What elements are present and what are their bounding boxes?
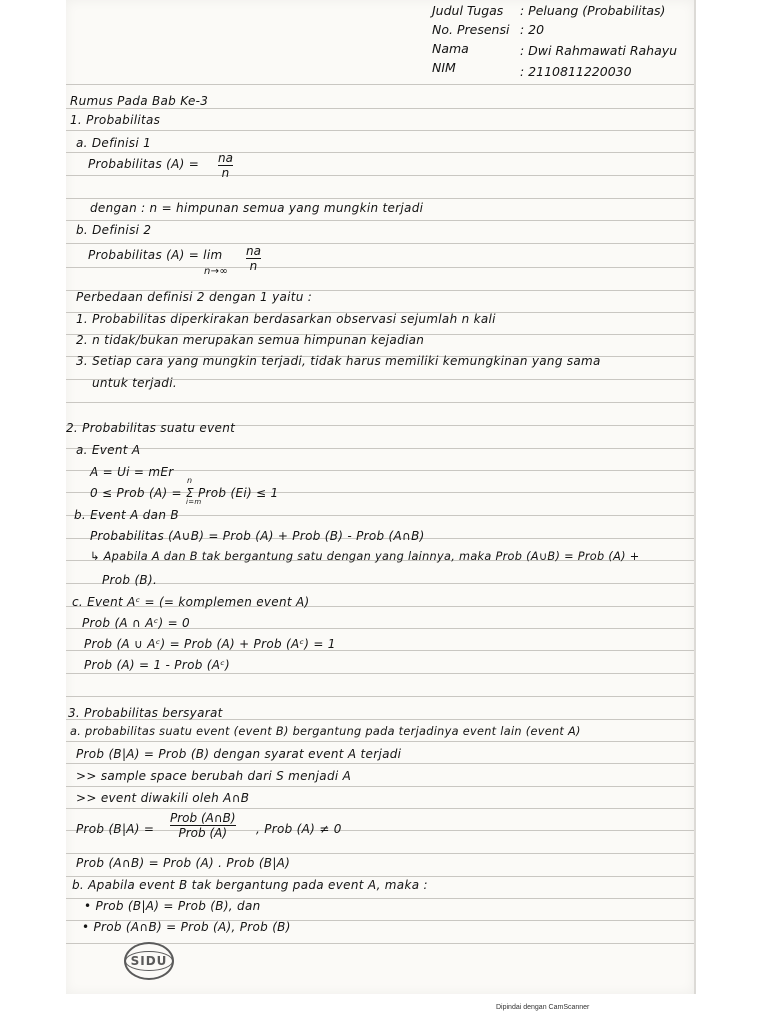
nim-value: : 2110811220030 <box>520 64 632 79</box>
notebook-brand-logo <box>124 942 174 980</box>
judul-value: : Peluang (Probabilitas) <box>520 3 666 18</box>
event-ab-heading: b. Event A dan B <box>74 508 179 522</box>
nama-value: : Dwi Rahmawati Rahayu <box>520 43 678 58</box>
ruled-line <box>66 84 694 85</box>
sum-lower: i=m <box>186 498 202 506</box>
event-a-formula: A = Ui = mEr <box>90 465 174 479</box>
independent-note: ↳ Apabila A dan B tak bergantung satu dengan yang lainnya, maka Prob (A∪B) = Prob (A) + <box>90 550 640 563</box>
fraction-denominator: Prob (A) <box>178 826 228 840</box>
ruled-line <box>66 808 694 809</box>
ruled-line <box>66 130 694 131</box>
fraction-denominator: n <box>249 259 258 273</box>
complement-union: Prob (A ∪ Aᶜ) = Prob (A) + Prob (Aᶜ) = 1 <box>84 637 336 651</box>
scanner-watermark: Dipindai dengan CamScanner <box>496 1004 590 1011</box>
sum-upper: n <box>187 476 193 485</box>
ruled-line <box>66 243 694 244</box>
ruled-line <box>66 763 694 764</box>
ruled-line <box>66 267 694 268</box>
ruled-line <box>66 152 694 153</box>
fraction-numerator: na <box>218 151 233 165</box>
section-3-heading: 3. Probabilitas bersyarat <box>68 706 223 720</box>
ruled-line <box>66 175 694 176</box>
ruled-line <box>66 108 694 109</box>
independent-heading: b. Apabila event B tak bergantung pada event A, maka : <box>72 878 428 892</box>
ruled-line <box>66 583 694 584</box>
ruled-line <box>66 853 694 854</box>
definition-1-heading: a. Definisi 1 <box>76 136 152 150</box>
definition-1-note: dengan : n = himpunan semua yang mungkin terjadi <box>90 201 424 215</box>
definition-2-formula: Probabilitas (A) = lim <box>88 248 223 262</box>
nama-label: Nama <box>432 41 469 56</box>
definition-2-heading: b. Definisi 2 <box>76 223 152 237</box>
fraction-denominator: n <box>221 166 230 180</box>
difference-heading: Perbedaan definisi 2 dengan 1 yaitu : <box>76 290 313 304</box>
logo-text: SIDU <box>125 951 174 971</box>
difference-item-2: 2. n tidak/bukan merupakan semua himpunan kejadian <box>76 333 425 347</box>
independent-item-1: • Prob (B|A) = Prob (B), dan <box>84 899 261 913</box>
ruled-line <box>66 448 694 449</box>
ruled-line <box>66 198 694 199</box>
event-a-probability-range: 0 ≤ Prob (A) = Σ Prob (Ei) ≤ 1 <box>90 486 279 500</box>
ruled-line <box>66 786 694 787</box>
fraction-numerator: Prob (A∩B) <box>170 811 236 825</box>
difference-item-1: 1. Probabilitas diperkirakan berdasarkan observasi sejumlah n kali <box>76 312 496 326</box>
presensi-value: : 20 <box>520 22 545 37</box>
conditional-definition: a. probabilitas suatu event (event B) bergantung pada terjadinya event lain (event A) <box>70 725 581 738</box>
event-represented-note: >> event diwakili oleh A∩B <box>76 791 250 805</box>
ruled-line <box>66 741 694 742</box>
difference-item-3: 3. Setiap cara yang mungkin terjadi, tidak harus memiliki kemungkinan yang sama <box>76 354 601 368</box>
complement-heading: c. Event Aᶜ = (= komplemen event A) <box>72 595 310 609</box>
multiplication-rule: Prob (A∩B) = Prob (A) . Prob (B|A) <box>76 856 291 870</box>
definition-1-formula: Probabilitas (A) = <box>88 157 200 171</box>
independent-item-2: • Prob (A∩B) = Prob (A), Prob (B) <box>82 920 291 934</box>
ruled-line <box>66 673 694 674</box>
ruled-line <box>66 696 694 697</box>
complement-rule: Prob (A) = 1 - Prob (Aᶜ) <box>84 658 230 672</box>
definition-1-fraction <box>218 151 233 180</box>
ruled-line <box>66 876 694 877</box>
definition-2-fraction <box>246 244 261 273</box>
presensi-label: No. Presensi <box>432 22 510 37</box>
union-formula: Probabilitas (A∪B) = Prob (A) + Prob (B) - Prob (A∩B) <box>90 529 425 543</box>
sample-space-note: >> sample space berubah dari S menjadi A <box>76 769 352 783</box>
ruled-line <box>66 830 694 831</box>
conditional-statement: Prob (B|A) = Prob (B) dengan syarat event A terjadi <box>76 747 402 761</box>
conditional-formula: Prob (B|A) = <box>76 822 155 836</box>
chapter-title: Rumus Pada Bab Ke-3 <box>70 94 209 108</box>
limit-subscript: n→∞ <box>204 266 228 277</box>
judul-label: Judul Tugas <box>432 3 504 18</box>
event-a-heading: a. Event A <box>76 443 141 457</box>
section-1-heading: 1. Probabilitas <box>70 113 161 127</box>
conditional-fraction <box>170 811 236 840</box>
independent-note-cont: Prob (B). <box>102 573 158 587</box>
complement-intersection: Prob (A ∩ Aᶜ) = 0 <box>82 616 190 630</box>
section-2-heading: 2. Probabilitas suatu event <box>66 421 236 435</box>
fraction-numerator: na <box>246 244 261 258</box>
ruled-line <box>66 402 694 403</box>
ruled-line <box>66 220 694 221</box>
difference-item-3-cont: untuk terjadi. <box>92 376 177 390</box>
conditional-condition: , Prob (A) ≠ 0 <box>256 822 342 836</box>
nim-label: NIM <box>432 60 456 75</box>
